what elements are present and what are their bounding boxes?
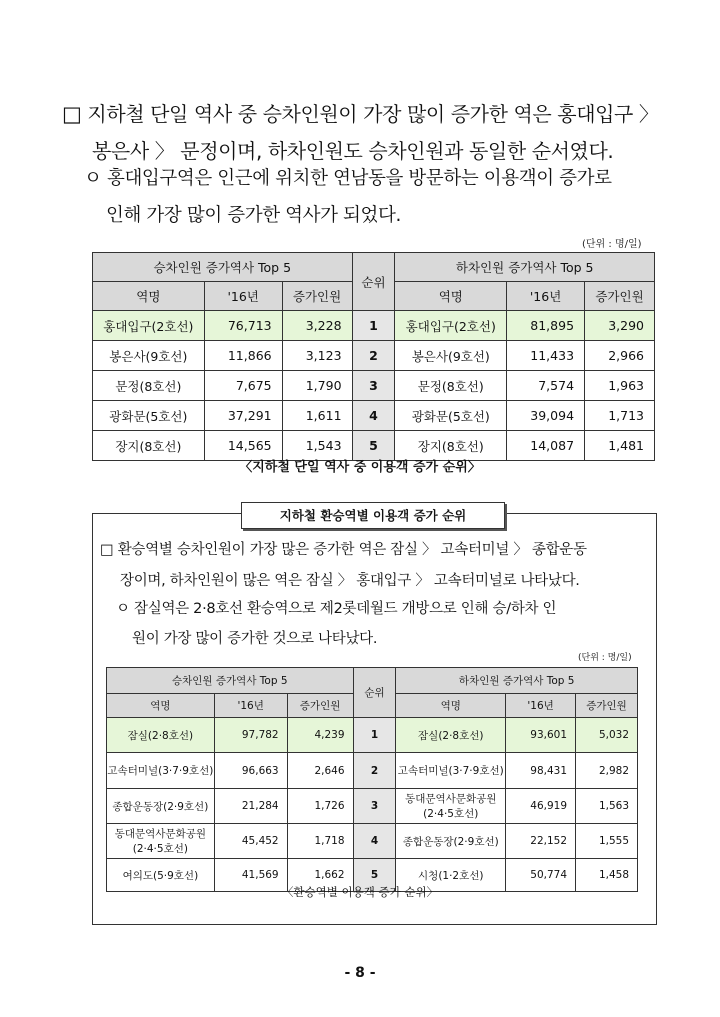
table-row (93, 311, 655, 341)
section2-sub-line1: 잠실역은 2·8호선 환승역으로 제2롯데월드 개방으로 인해 승/하차 인 (134, 601, 557, 617)
boarding-year-value: 97,782 (214, 718, 287, 753)
alighting-increase-value: 2,982 (576, 753, 638, 789)
boarding-station: 홍대입구(2호선) (93, 311, 205, 341)
boarding-increase-value: 1,662 (287, 859, 353, 892)
rank-value: 2 (352, 341, 395, 371)
table-row (93, 341, 655, 371)
section2-box-title: 지하철 환승역별 이용객 증가 순위 (241, 502, 505, 529)
rank-value: 4 (352, 401, 395, 431)
section2-main-paragraph (100, 535, 650, 597)
boarding-increase-value: 1,790 (282, 371, 352, 401)
section1-unit-label: (단위 : 명/일) (582, 239, 642, 250)
section1-main-paragraph (62, 96, 672, 170)
rank-value: 1 (353, 718, 396, 753)
section1-sub-line1: 홍대입구역은 인근에 위치한 연남동을 방문하는 이용객이 증가로 (106, 168, 612, 189)
square-bullet-icon: □ (62, 102, 82, 126)
col-station: 역명 (107, 694, 215, 718)
boarding-increase-value: 3,228 (282, 311, 352, 341)
col-increase: 증가인원 (576, 694, 638, 718)
col-station: 역명 (396, 694, 506, 718)
boarding-year-value: 96,663 (214, 753, 287, 789)
table-row (107, 789, 638, 824)
boarding-year-value: 7,675 (204, 371, 282, 401)
col-increase: 증가인원 (585, 282, 655, 311)
rank-header: 순위 (352, 253, 395, 311)
alighting-increase-value: 2,966 (585, 341, 655, 371)
alighting-increase-value: 1,563 (576, 789, 638, 824)
section1-main-line1: 지하철 단일 역사 중 승차인원이 가장 많이 증가한 역은 홍대입구 〉 (87, 102, 659, 126)
boarding-increase-value: 2,646 (287, 753, 353, 789)
boarding-increase-value: 1,718 (287, 824, 353, 859)
alighting-increase-value: 1,481 (585, 431, 655, 461)
section1-table (92, 252, 655, 461)
alighting-year-value: 22,152 (506, 824, 576, 859)
table-row (107, 753, 638, 789)
alighting-increase-value: 1,458 (576, 859, 638, 892)
boarding-increase-value: 4,239 (287, 718, 353, 753)
boarding-station: 장지(8호선) (93, 431, 205, 461)
col-year: '16년 (507, 282, 585, 311)
alighting-year-value: 46,919 (506, 789, 576, 824)
boarding-increase-value: 1,543 (282, 431, 352, 461)
col-increase: 증가인원 (282, 282, 352, 311)
alighting-station: 봉은사(9호선) (395, 341, 507, 371)
alighting-year-value: 39,094 (507, 401, 585, 431)
boarding-station: 광화문(5호선) (93, 401, 205, 431)
section2-main-line1: 환승역별 승차인원이 가장 많은 증가한 역은 잠실 〉 고속터미널 〉 종합운동 (117, 542, 587, 558)
alighting-header: 하차인원 증가역사 Top 5 (396, 668, 638, 694)
alighting-station: 문정(8호선) (395, 371, 507, 401)
alighting-header: 하차인원 증가역사 Top 5 (395, 253, 655, 282)
col-year: '16년 (214, 694, 287, 718)
alighting-year-value: 93,601 (506, 718, 576, 753)
boarding-station: 동대문역사문화공원(2·4·5호선) (107, 824, 215, 859)
boarding-year-value: 14,565 (204, 431, 282, 461)
alighting-year-value: 81,895 (507, 311, 585, 341)
boarding-year-value: 21,284 (214, 789, 287, 824)
boarding-header: 승차인원 증가역사 Top 5 (93, 253, 353, 282)
rank-value: 5 (352, 431, 395, 461)
boarding-year-value: 41,569 (214, 859, 287, 892)
section2-sub-paragraph (116, 594, 646, 654)
rank-value: 1 (352, 311, 395, 341)
col-year: '16년 (204, 282, 282, 311)
circle-bullet-icon: ㅇ (116, 601, 130, 617)
table-row (107, 718, 638, 753)
section1-table-caption: 〈지하철 단일 역사 중 이용객 증가 순위〉 (239, 460, 481, 475)
alighting-station: 동대문역사문화공원(2·4·5호선) (396, 789, 506, 824)
boarding-year-value: 45,452 (214, 824, 287, 859)
boarding-year-value: 11,866 (204, 341, 282, 371)
square-bullet-icon: □ (100, 542, 114, 558)
section2-table (106, 667, 638, 892)
rank-value: 4 (353, 824, 396, 859)
alighting-year-value: 7,574 (507, 371, 585, 401)
section1-sub-paragraph (84, 160, 684, 234)
section1-main-line2: 봉은사 〉 문정이며, 하차인원도 승차인원과 동일한 순서였다. (92, 139, 614, 163)
alighting-station: 종합운동장(2·9호선) (396, 824, 506, 859)
alighting-station: 잠실(2·8호선) (396, 718, 506, 753)
alighting-increase-value: 1,963 (585, 371, 655, 401)
table-row (93, 401, 655, 431)
circle-bullet-icon: ㅇ (84, 168, 102, 189)
boarding-year-value: 37,291 (204, 401, 282, 431)
rank-value: 2 (353, 753, 396, 789)
boarding-year-value: 76,713 (204, 311, 282, 341)
boarding-increase-value: 3,123 (282, 341, 352, 371)
rank-value: 3 (352, 371, 395, 401)
section2-main-line2: 장이며, 하차인원이 많은 역은 잠실 〉 홍대입구 〉 고속터미널로 나타났다. (120, 573, 580, 589)
alighting-increase-value: 1,555 (576, 824, 638, 859)
col-year: '16년 (506, 694, 576, 718)
boarding-increase-value: 1,726 (287, 789, 353, 824)
alighting-increase-value: 1,713 (585, 401, 655, 431)
section2-sub-line2: 원이 가장 많이 증가한 것으로 나타났다. (132, 631, 378, 647)
rank-value: 5 (353, 859, 396, 892)
alighting-year-value: 50,774 (506, 859, 576, 892)
rank-header: 순위 (353, 668, 396, 718)
table-row (107, 824, 638, 859)
alighting-year-value: 14,087 (507, 431, 585, 461)
alighting-year-value: 11,433 (507, 341, 585, 371)
alighting-station: 시청(1·2호선) (396, 859, 506, 892)
alighting-station: 장지(8호선) (395, 431, 507, 461)
alighting-year-value: 98,431 (506, 753, 576, 789)
boarding-header: 승차인원 증가역사 Top 5 (107, 668, 354, 694)
boarding-station: 여의도(5·9호선) (107, 859, 215, 892)
alighting-station: 광화문(5호선) (395, 401, 507, 431)
col-increase: 증가인원 (287, 694, 353, 718)
alighting-station: 홍대입구(2호선) (395, 311, 507, 341)
alighting-increase-value: 3,290 (585, 311, 655, 341)
col-station: 역명 (93, 282, 205, 311)
alighting-increase-value: 5,032 (576, 718, 638, 753)
boarding-station: 종합운동장(2·9호선) (107, 789, 215, 824)
rank-value: 3 (353, 789, 396, 824)
boarding-station: 고속터미널(3·7·9호선) (107, 753, 215, 789)
page-number: - 8 - (344, 965, 376, 981)
col-station: 역명 (395, 282, 507, 311)
boarding-station: 잠실(2·8호선) (107, 718, 215, 753)
section2-unit-label: (단위 : 명/일) (578, 653, 632, 663)
section1-sub-line2: 인해 가장 많이 증가한 역사가 되었다. (106, 205, 401, 226)
alighting-station: 고속터미널(3·7·9호선) (396, 753, 506, 789)
boarding-station: 봉은사(9호선) (93, 341, 205, 371)
boarding-increase-value: 1,611 (282, 401, 352, 431)
section2-table-caption: 〈환승역별 이용객 증가 순위〉 (281, 885, 439, 899)
boarding-station: 문정(8호선) (93, 371, 205, 401)
table-row (93, 371, 655, 401)
